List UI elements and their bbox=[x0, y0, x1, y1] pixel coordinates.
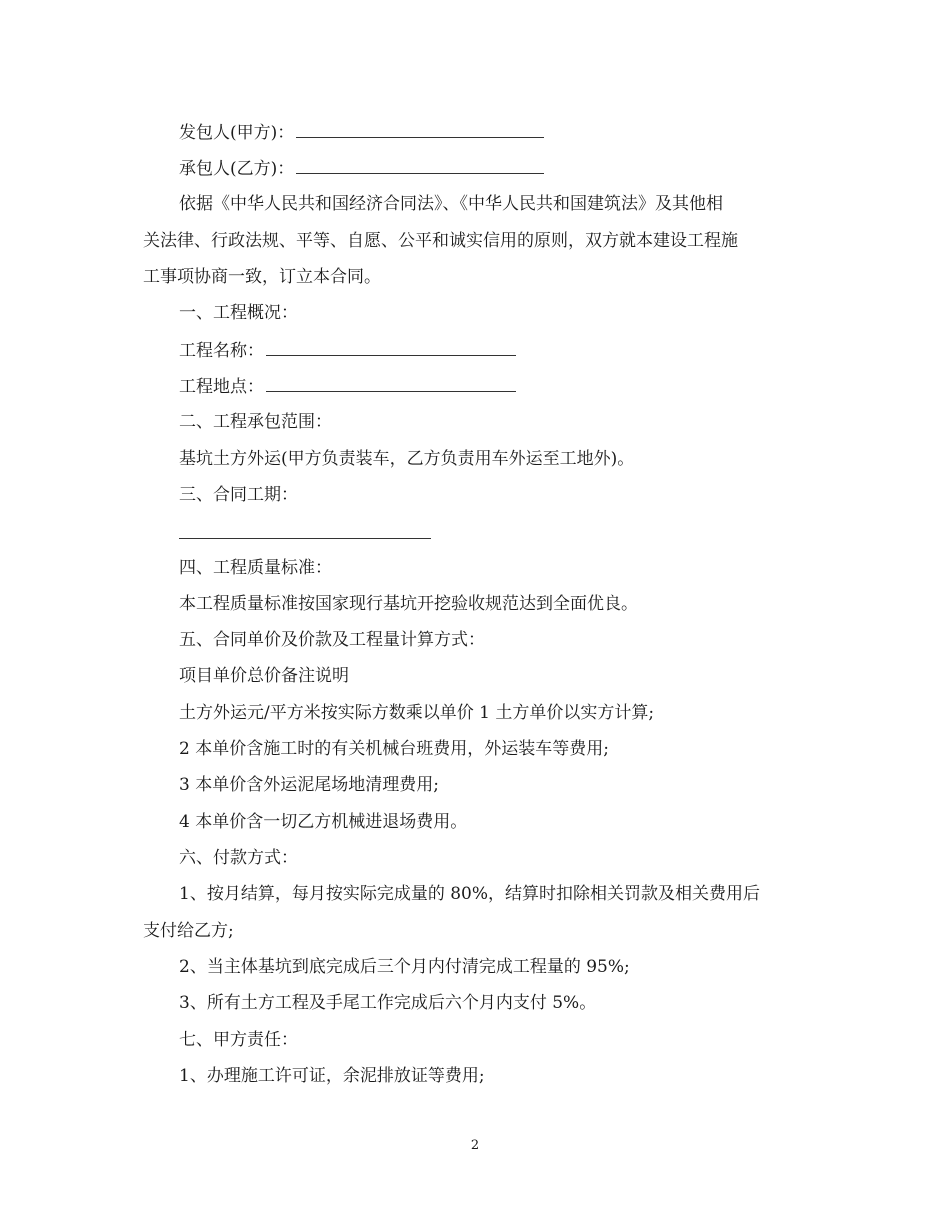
section-6-title: 六、付款方式： bbox=[179, 848, 298, 868]
price-row-3: 3 本单价含外运泥尾场地清理费用; bbox=[179, 775, 439, 795]
duty-1: 1、办理施工许可证，余泥排放证等费用; bbox=[179, 1066, 485, 1086]
payment-1-line-1: 1、按月结算，每月按实际完成量的 80%，结算时扣除相关罚款及相关费用后 bbox=[179, 884, 761, 904]
section-5-title: 五、合同单价及价款及工程量计算方式： bbox=[179, 630, 485, 650]
party-b-blank bbox=[296, 156, 544, 174]
project-name-line bbox=[179, 338, 516, 362]
duration-blank bbox=[179, 538, 431, 539]
party-a-blank bbox=[296, 120, 544, 138]
preamble-line-2: 关法律、行政法规、平等、自愿、公平和诚实信用的原则，双方就本建设工程施 bbox=[143, 231, 738, 251]
section-1-title: 一、工程概况： bbox=[179, 303, 298, 323]
preamble-line-1: 依据《中华人民共和国经济合同法》、《中华人民共和国建筑法》及其他相 bbox=[179, 194, 723, 214]
party-b-line bbox=[179, 156, 544, 180]
party-a-line bbox=[179, 120, 544, 144]
quality-text: 本工程质量标准按国家现行基坑开挖验收规范达到全面优良。 bbox=[179, 594, 638, 614]
section-2-title: 二、工程承包范围： bbox=[179, 412, 332, 432]
project-name-blank bbox=[266, 338, 516, 356]
project-name-label: 工程名称： bbox=[179, 341, 264, 361]
project-location-line bbox=[179, 374, 516, 398]
payment-2: 2、当主体基坑到底完成后三个月内付清完成工程量的 95%; bbox=[179, 957, 630, 977]
section-3-title: 三、合同工期： bbox=[179, 485, 298, 505]
project-location-blank bbox=[266, 374, 516, 392]
payment-1-line-2: 支付给乙方; bbox=[143, 921, 234, 941]
party-a-label: 发包人(甲方)： bbox=[179, 123, 295, 143]
payment-3: 3、所有土方工程及手尾工作完成后六个月内支付 5%。 bbox=[179, 993, 597, 1013]
section-4-title: 四、工程质量标准： bbox=[179, 558, 332, 578]
price-header: 项目单价总价备注说明 bbox=[179, 666, 349, 686]
page-number: 2 bbox=[470, 1138, 480, 1153]
party-b-label: 承包人(乙方)： bbox=[179, 159, 295, 179]
price-row-1: 土方外运元/平方米按实际方数乘以单价 1 土方单价以实方计算; bbox=[179, 703, 655, 723]
preamble-line-3: 工事项协商一致，订立本合同。 bbox=[143, 267, 381, 287]
price-row-4: 4 本单价含一切乙方机械进退场费用。 bbox=[179, 812, 468, 832]
scope-text: 基坑土方外运(甲方负责装车，乙方负责用车外运至工地外)。 bbox=[179, 449, 635, 469]
section-7-title: 七、甲方责任： bbox=[179, 1030, 298, 1050]
price-row-2: 2 本单价含施工时的有关机械台班费用，外运装车等费用; bbox=[179, 739, 609, 759]
project-location-label: 工程地点： bbox=[179, 377, 264, 397]
